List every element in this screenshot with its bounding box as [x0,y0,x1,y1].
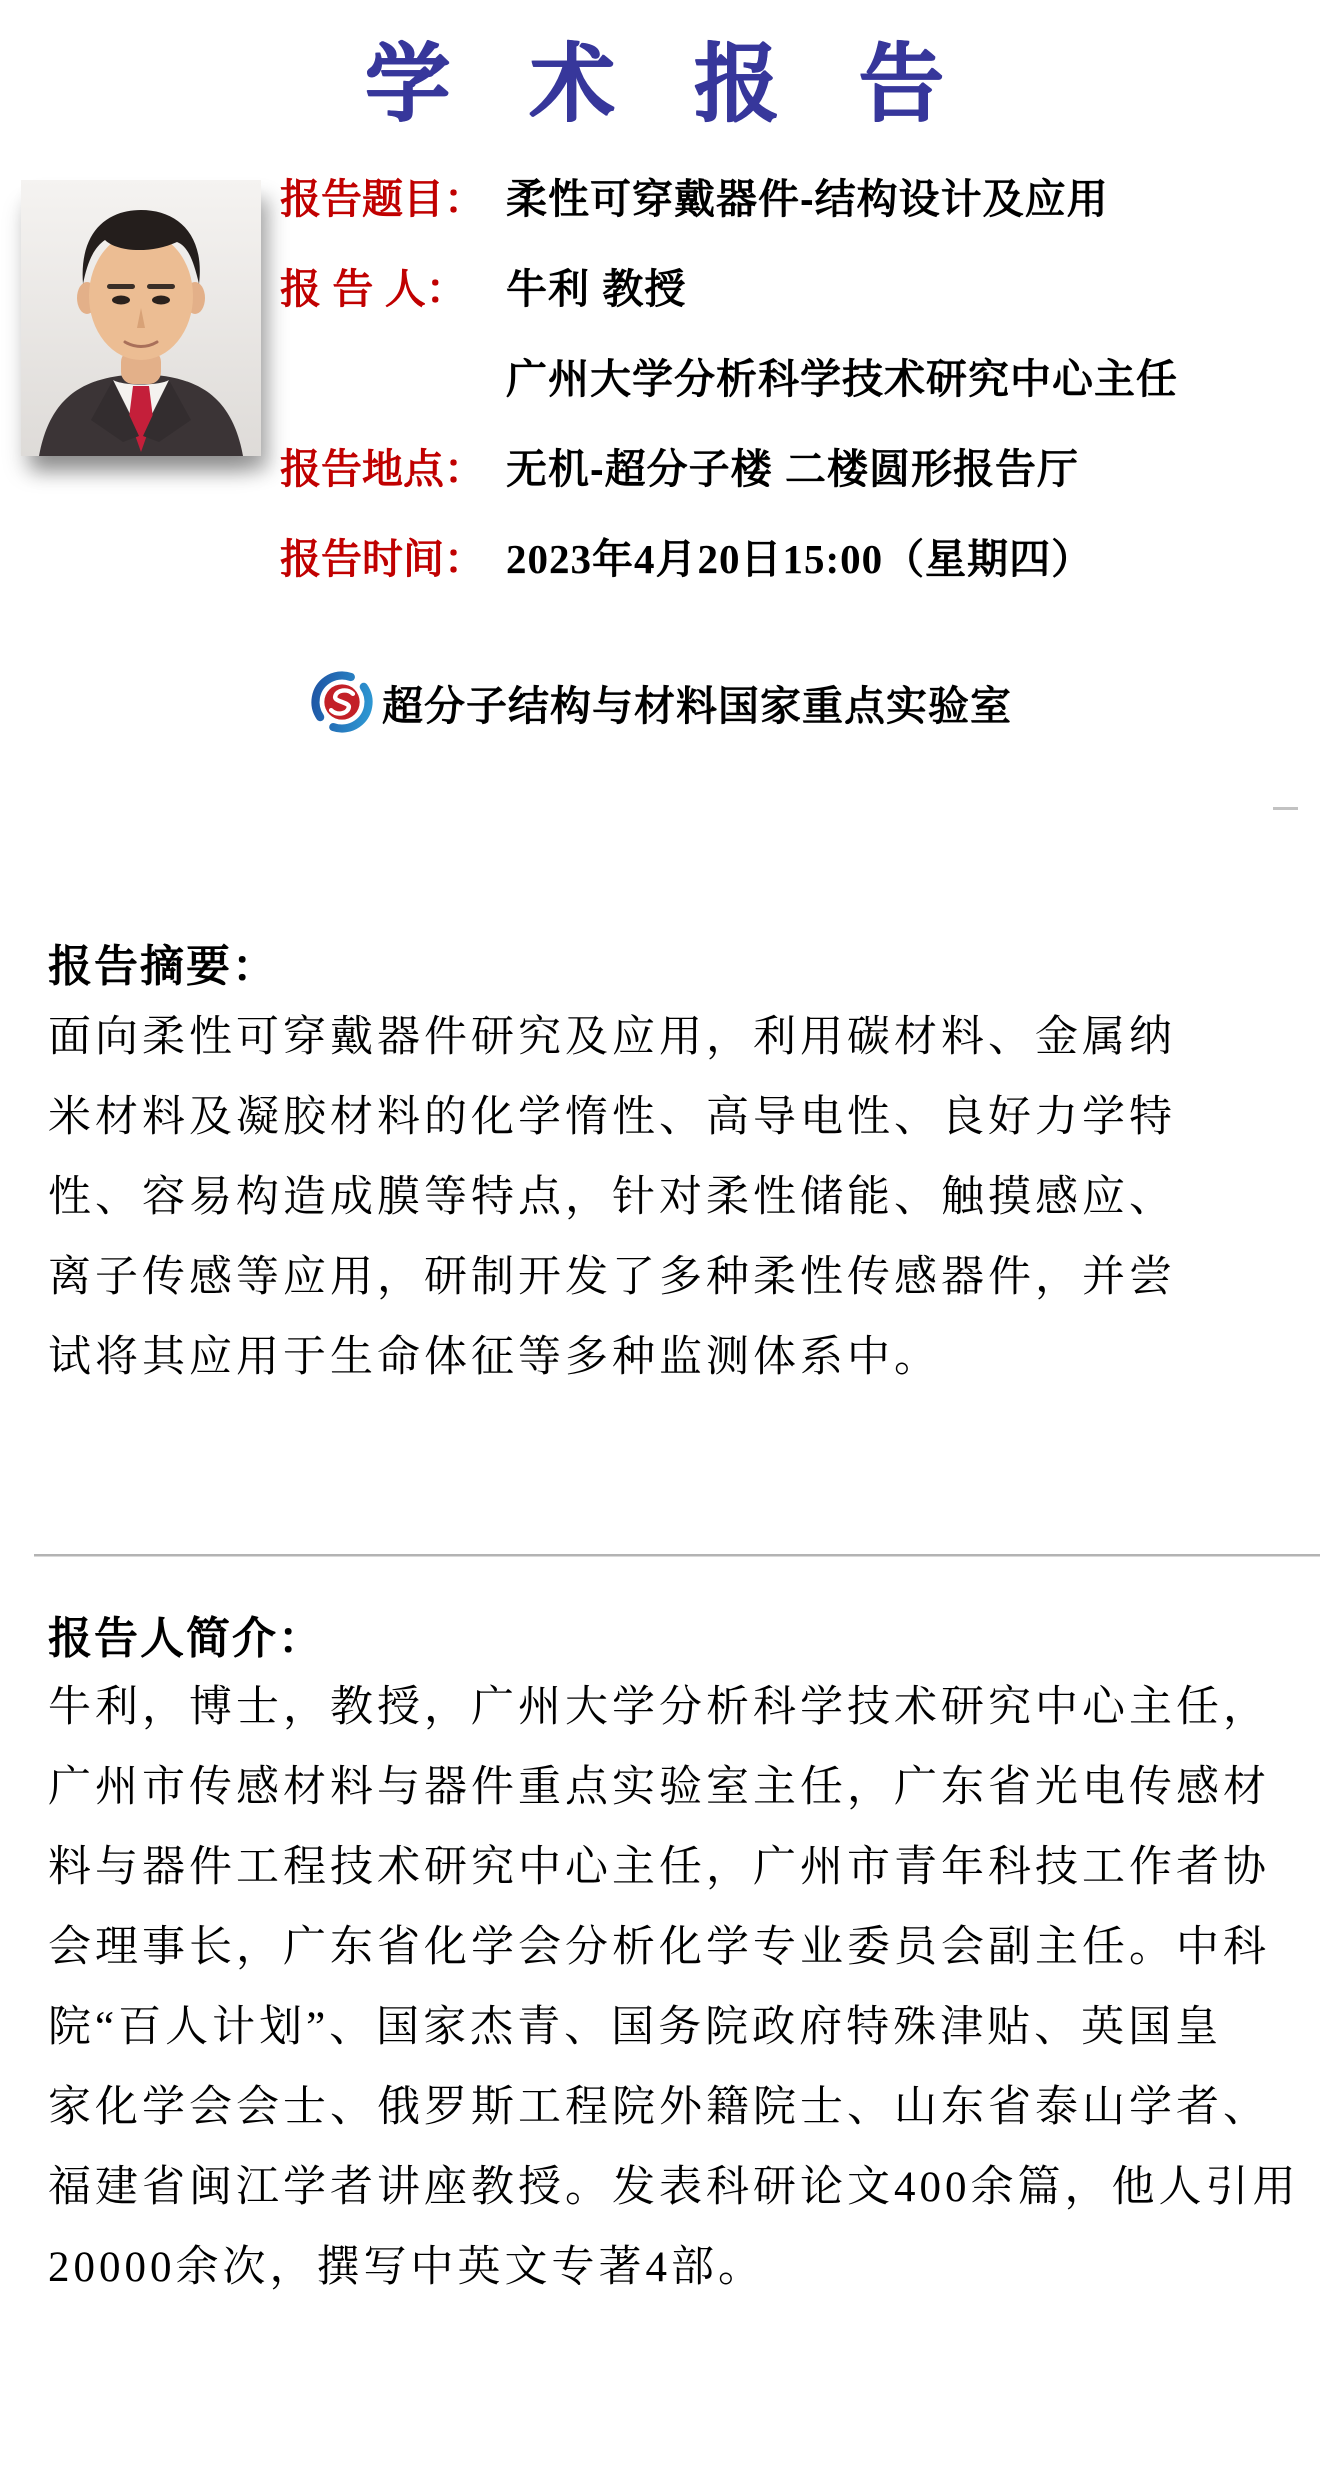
info-label-time: 报告时间： [280,536,485,582]
info-value-topic: 柔性可穿戴器件-结构设计及应用 [506,176,1109,222]
info-row-topic [280,170,1290,260]
text-line: 面向柔性可穿戴器件研究及应用，利用碳材料、金属纳 [48,1014,1176,1061]
lab-logo-icon [308,668,376,736]
info-value-speaker: 牛利 教授 [506,266,687,312]
speaker-portrait-graphic [21,180,261,456]
text-line: 院“百人计划”、国家杰青、国务院政府特殊津贴、英国皇 [48,2004,1223,2051]
info-row-location [280,440,1290,530]
scan-artifact-dash [1273,807,1298,810]
bio-text [48,1672,1300,2312]
info-value-affiliation: 广州大学分析科学技术研究中心主任 [506,356,1178,402]
text-line: 性、容易构造成膜等特点，针对柔性储能、触摸感应、 [48,1174,1176,1221]
text-line: 料与器件工程技术研究中心主任，广州市青年科技工作者协 [48,1844,1270,1891]
text-line: 牛利，博士，教授，广州大学分析科学技术研究中心主任， [48,1684,1270,1731]
lecture-info [280,170,1290,620]
info-row-affiliation [280,350,1290,440]
info-label-speaker: 报 告 人： [280,266,467,312]
info-row-speaker [280,260,1290,350]
info-label-location: 报告地点： [280,446,485,492]
info-value-location: 无机-超分子楼 二楼圆形报告厅 [506,446,1080,492]
text-line: 广州市传感材料与器件重点实验室主任，广东省光电传感材 [48,1764,1270,1811]
page-title: 学 术 报 告 [364,35,956,134]
text-line: 会理事长，广东省化学会分析化学专业委员会副主任。中科 [48,1924,1270,1971]
text-line: 试将其应用于生命体征等多种监测体系中。 [48,1334,941,1381]
lab-banner [0,668,1320,736]
text-line: 福建省闽江学者讲座教授。发表科研论文400余篇，他人引用 [48,2164,1300,2211]
text-line: 米材料及凝胶材料的化学惰性、高导电性、良好力学特 [48,1094,1176,1141]
speaker-photo [21,180,261,456]
bio-heading: 报告人简介： [48,1614,324,1663]
lab-name: 超分子结构与材料国家重点实验室 [382,682,1012,729]
text-line: 20000余次，撰写中英文专著4部。 [48,2244,765,2291]
text-line: 离子传感等应用，研制开发了多种柔性传感器件，并尝 [48,1254,1176,1301]
info-value-time: 2023年4月20日15:00（星期四） [506,536,1094,582]
text-line: 家化学会会士、俄罗斯工程院外籍院士、山东省泰山学者、 [48,2084,1270,2131]
section-divider [34,1554,1320,1557]
info-row-time [280,530,1290,620]
abstract-heading: 报告摘要： [48,942,278,991]
abstract-text [48,1002,1296,1402]
info-label-topic: 报告题目： [280,176,485,222]
